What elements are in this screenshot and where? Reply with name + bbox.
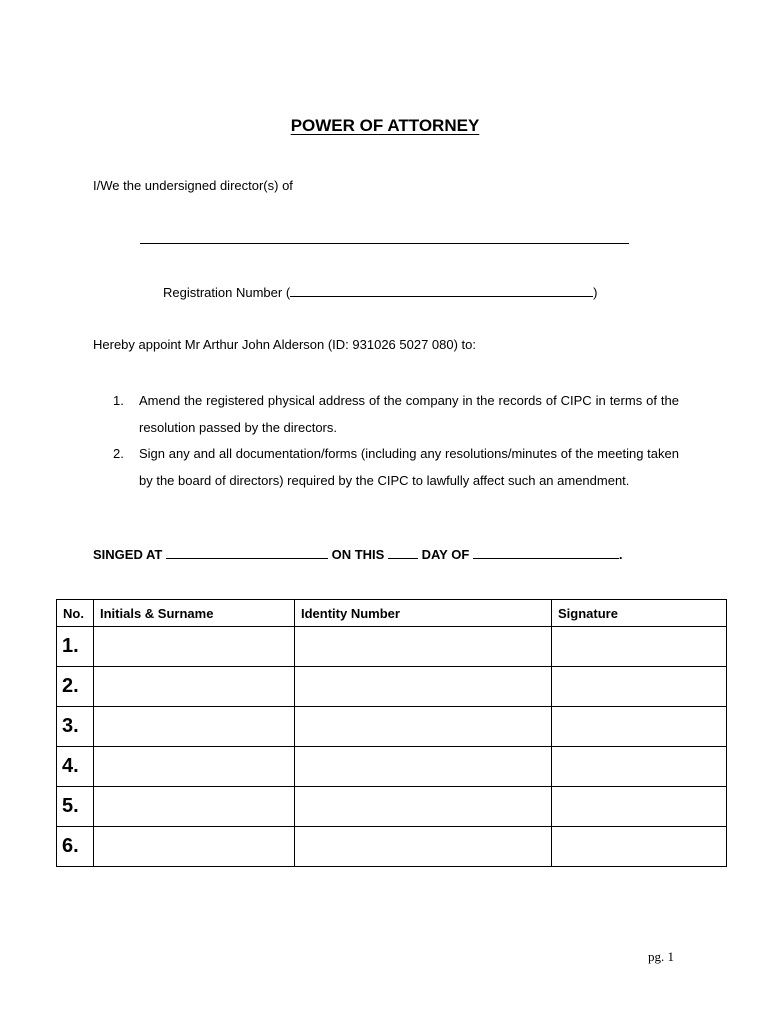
month-field[interactable] — [473, 547, 619, 559]
signatories-table — [56, 599, 727, 867]
identity-number-cell[interactable] — [295, 827, 552, 867]
list-item — [113, 388, 679, 441]
list-item — [113, 441, 679, 494]
row-number: 3. — [57, 707, 94, 747]
header-initials-surname: Initials & Surname — [94, 600, 295, 627]
registration-number-close: ) — [593, 285, 598, 300]
row-number: 4. — [57, 747, 94, 787]
signed-at-line — [93, 547, 623, 562]
table-row — [57, 707, 727, 747]
row-number: 5. — [57, 787, 94, 827]
list-item-number: 1. — [113, 393, 124, 408]
header-signature: Signature — [552, 600, 727, 627]
signed-at-label: SINGED AT — [93, 547, 163, 562]
appointment-text: Hereby appoint Mr Arthur John Alderson (ID: 931026 5027 080) to: — [93, 337, 477, 352]
header-no: No. — [57, 600, 94, 627]
initials-surname-cell[interactable] — [94, 667, 295, 707]
registration-number-line — [163, 284, 598, 300]
initials-surname-cell[interactable] — [94, 627, 295, 667]
registration-number-field[interactable] — [290, 284, 593, 297]
list-item-text: Amend the registered physical address of the company in the records of CIPC in terms of the resolution passed by the directors. — [139, 393, 679, 435]
powers-list — [113, 388, 679, 494]
header-identity-number: Identity Number — [295, 600, 552, 627]
list-item-text: Sign any and all documentation/forms (including any resolutions/minutes of the meeting taken by the board of directors) required by the CIPC to lawfully affect such an amendment. — [139, 446, 679, 488]
document-title-text: POWER OF ATTORNEY — [290, 116, 480, 135]
signed-at-field[interactable] — [166, 547, 328, 559]
intro-text: I/We the undersigned director(s) of — [93, 178, 293, 193]
signature-cell[interactable] — [552, 667, 727, 707]
list-item-number: 2. — [113, 446, 124, 461]
table-row — [57, 627, 727, 667]
identity-number-cell[interactable] — [295, 707, 552, 747]
identity-number-cell[interactable] — [295, 667, 552, 707]
signature-cell[interactable] — [552, 827, 727, 867]
page-number: pg. 1 — [648, 949, 674, 964]
initials-surname-cell[interactable] — [94, 827, 295, 867]
signature-cell[interactable] — [552, 627, 727, 667]
initials-surname-cell[interactable] — [94, 707, 295, 747]
day-of-label: DAY OF — [421, 547, 470, 562]
signature-cell[interactable] — [552, 787, 727, 827]
signature-cell[interactable] — [552, 747, 727, 787]
table-row — [57, 747, 727, 787]
row-number: 6. — [57, 827, 94, 867]
signed-line-end: . — [618, 547, 623, 562]
on-this-label: ON THIS — [331, 547, 385, 562]
identity-number-cell[interactable] — [295, 787, 552, 827]
table-row — [57, 667, 727, 707]
signature-cell[interactable] — [552, 707, 727, 747]
table-header-row — [57, 600, 727, 627]
initials-surname-cell[interactable] — [94, 747, 295, 787]
table-row — [57, 827, 727, 867]
initials-surname-cell[interactable] — [94, 787, 295, 827]
identity-number-cell[interactable] — [295, 627, 552, 667]
identity-number-cell[interactable] — [295, 747, 552, 787]
row-number: 1. — [57, 627, 94, 667]
day-field[interactable] — [388, 547, 418, 559]
registration-number-label: Registration Number ( — [163, 285, 291, 300]
company-name-field[interactable] — [140, 243, 629, 244]
document-title — [0, 116, 770, 136]
table-row — [57, 787, 727, 827]
row-number: 2. — [57, 667, 94, 707]
